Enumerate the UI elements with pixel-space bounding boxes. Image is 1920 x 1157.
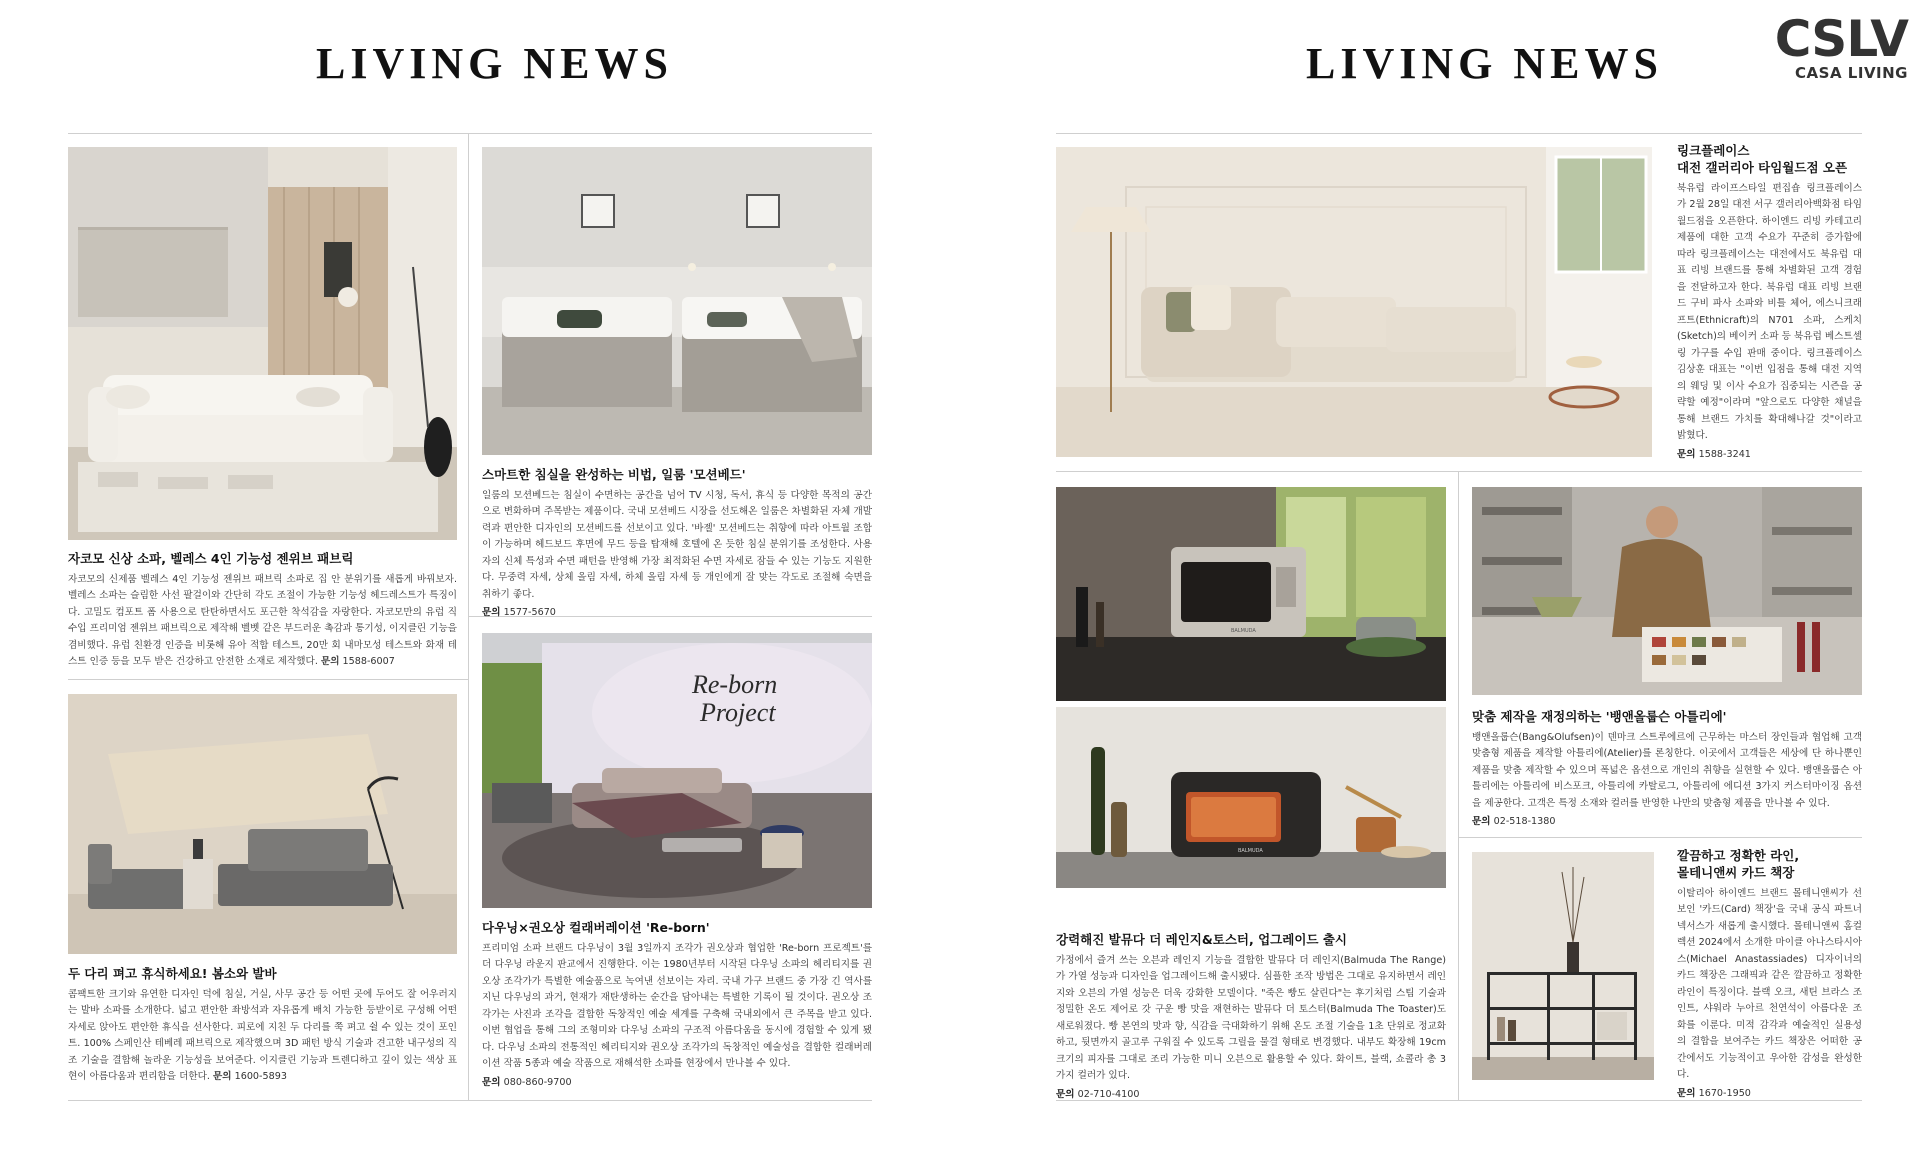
article-jakomo-body bbox=[68, 572, 457, 671]
article-ilum-contact-line bbox=[482, 604, 872, 618]
left-page-title: LIVING NEWS bbox=[316, 39, 673, 88]
article-ilum-contact: 1577-5670 bbox=[503, 607, 556, 619]
article-balmuda-contact-line bbox=[1056, 1086, 1446, 1100]
dawoon-reborn-photo bbox=[482, 633, 872, 908]
article-ilum-body: 일룸의 모션베드는 침실이 수면하는 공간을 넘어 TV 시청, 독서, 휴식 등 다양한 목적의 공간으로 변화하며 주목받는 제품이다. 국내 모션베드 시장을 선도해온 일룸은 차별화된 자체 개발력과 편안한 디자인의 모션베드를 선보이고 있다. '바젤' 모션베드는 취향에 따라 아트월 조합이 가능하며 헤드보드 후면에 무드 등을 탑재해 호텔에 온 듯한 침실 분위기를 조성한다. 사용자의 신체 특성과 수면 패턴을 반영해 가장 최적화된 수면 자세로 잠들 수 있는 기능도 지원한다. 무중력 자세, 상체 올림 자세, 하체 올림 자세 등 개인에게 잘 맞는 각도로 조절해 숙면을 취하기 좋다. bbox=[482, 489, 872, 600]
article-jakomo-contact: 1588-6007 bbox=[342, 656, 395, 668]
article-linkplace bbox=[1677, 143, 1862, 460]
linkplace-sofa-photo bbox=[1056, 147, 1652, 457]
balmuda-range-photo bbox=[1056, 487, 1446, 701]
article-molteni-contact-label: 문의 bbox=[1677, 1087, 1696, 1099]
article-balmuda-title: 강력해진 발뮤다 더 레인지&토스터, 업그레이드 출시 bbox=[1056, 932, 1347, 947]
article-dawoon bbox=[482, 920, 872, 1088]
left-bottom-rule bbox=[68, 1100, 872, 1101]
dawoon-sign-line-2: Project bbox=[700, 698, 776, 727]
article-dawoon-contact-line bbox=[482, 1074, 872, 1088]
article-bangolufsen-title: 맞춤 제작을 재정의하는 '뱅앤올룹슨 아틀리에' bbox=[1472, 709, 1727, 724]
article-balmuda bbox=[1056, 932, 1446, 1100]
article-bangolufsen bbox=[1472, 709, 1862, 827]
article-molteni-contact: 1670-1950 bbox=[1698, 1087, 1751, 1099]
balmuda-toaster-photo bbox=[1056, 707, 1446, 888]
brand-logo-text: CSLV bbox=[1774, 10, 1908, 68]
article-linkplace-contact-label: 문의 bbox=[1677, 448, 1696, 460]
right-row-divider-b bbox=[1458, 837, 1862, 838]
article-bomso-body bbox=[68, 987, 457, 1086]
article-bangolufsen-contact-label: 문의 bbox=[1472, 816, 1491, 828]
left-row-divider-a bbox=[68, 679, 468, 680]
article-balmuda-contact: 02-710-4100 bbox=[1077, 1088, 1140, 1100]
article-jakomo bbox=[68, 551, 457, 671]
article-ilum-contact-label: 문의 bbox=[482, 607, 501, 619]
bomso-sofa-photo bbox=[68, 694, 457, 954]
right-bottom-rule bbox=[1056, 1100, 1862, 1101]
article-dawoon-title: 다우닝×권오상 컬래버레이션 'Re-born' bbox=[482, 920, 710, 935]
article-bangolufsen-contact-line bbox=[1472, 813, 1862, 827]
article-bomso-contact: 1600-5893 bbox=[234, 1071, 287, 1083]
right-row-divider-a bbox=[1056, 471, 1862, 472]
article-jakomo-title: 자코모 신상 소파, 벨레스 4인 기능성 젠위브 패브릭 bbox=[68, 551, 354, 566]
jakomo-sofa-photo bbox=[68, 147, 457, 540]
article-bomso-title: 두 다리 펴고 휴식하세요! 봄소와 발바 bbox=[68, 966, 277, 981]
article-dawoon-contact: 080-860-9700 bbox=[503, 1076, 572, 1088]
article-linkplace-contact: 1588-3241 bbox=[1698, 448, 1751, 460]
article-balmuda-contact-label: 문의 bbox=[1056, 1088, 1075, 1100]
article-ilum bbox=[482, 467, 872, 618]
article-bomso bbox=[68, 966, 457, 1086]
left-top-rule bbox=[68, 133, 872, 134]
article-bomso-text: 콤팩트한 크기와 유연한 디자인 덕에 침실, 거실, 사무 공간 등 어떤 곳에 두어도 잘 어우러지는 발바 소파를 소개한다. 넓고 편안한 좌방석과 자유롭게 배치 가능한 등받이로 구성해 어떤 자세로 앉아도 편안한 휴식을 선사한다. 피로에 지친 두 다리를 쭉 펴고 쉴 수 있는 것이 포인트. 100% 스페인산 테베레 패브릭으로 제작했으며 3D 패턴 방식 기술과 견고한 내구성의 직조 기술을 결합해 놀라운 기능성을 보여준다. 이지클린 기능과 트렌디하고 깊이 있는 색상 표현이 아름다움과 편리함을 더한다. bbox=[68, 988, 457, 1083]
left-column-divider bbox=[468, 134, 469, 1100]
article-linkplace-body: 북유럽 라이프스타일 편집숍 링크플레이스가 2월 28일 대전 서구 갤러리아백화점 타임월드점을 오픈한다. 하이엔드 리빙 카테고리 제품에 대한 고객 수요가 꾸준히 증가함에 따라 링크플레이스는 대전에서도 북유럽 대표 리빙 브랜드를 통해 차별화된 고객 경험을 전달하고자 한다. 북유럽 대표 리빙 브랜드 구비 파사 소파와 비틀 체어, 에스니크래프트(Ethnicraft)의 N701 소파, 스케치(Sketch)의 베이커 소파 등 북유럽 베스트셀링 가구를 수입 판매 중이다. 링크플레이스 김상훈 대표는 "이번 입점을 통해 대전 지역의 웨딩 및 이사 수요가 집중되는 시즌을 공략할 예정"이라며 "앞으로도 다양한 채널을 통해 브랜드 가치를 확대해나갈 것"이라고 밝혔다. bbox=[1677, 182, 1862, 442]
article-dawoon-body: 프리미엄 소파 브랜드 다우닝이 3월 3일까지 조각가 권오상과 협업한 'Re-born 프로젝트'를 더 다우닝 라운지 판교에서 진행한다. 이는 1980년부터 시작된 다우닝 소파의 헤리티지를 권오상 조각가가 특별한 예술품으로 녹여낸 선보이는 자리. 국내 가구 브랜드 중 가장 긴 역사를 지닌 다우닝의 과거, 현재가 재탄생하는 순간을 담아내는 특별한 기록이 될 것이다. 권오상 조각가는 사진과 조각을 결합한 독창적인 예술 세계를 구축해 국내외에서 큰 주목을 받고 있다. 이번 협업을 통해 그의 조형미와 다우닝 소파의 구조적 아름다움을 동시에 경험할 수 있게 됐다. 다우닝 소파의 전통적인 헤리티지와 권오상 조각가의 독창적인 예술성을 결합한 컬래버레이션 작품 5종과 예술 작품으로 재해석한 소파를 현장에서 만나볼 수 있다. bbox=[482, 942, 872, 1070]
brand-logo-subtitle: CASA LIVING bbox=[1795, 64, 1908, 82]
balmuda-toaster-brand: BALMUDA bbox=[1238, 848, 1263, 854]
article-linkplace-title: 링크플레이스 대전 갤러리아 타임월드점 오픈 bbox=[1677, 143, 1848, 175]
article-molteni-contact-line bbox=[1677, 1085, 1862, 1099]
article-jakomo-text: 자코모의 신제품 벨레스 4인 기능성 젠위브 패브릭 소파로 집 안 분위기를 새롭게 바꿔보자. 벨레스 소파는 슬림한 사선 팔걸이와 간단히 각도 조절이 가능한 기능성 헤드레스트가 특징이다. 고밀도 컴포트 폼 사용으로 탄탄하면서도 포근한 착석감을 자랑한다. 자코모만의 유럽 직수입 프리미엄 젠위브 패브릭으로 제작해 벨벳 같은 부드러운 촉감과 통기성, 이지클린 기능을 겸비했다. 유럽 친환경 인증을 비롯해 유아 적합 테스트, 20만 회 내마모성 테스트와 화재 테스트 인증 등을 모두 받은 건강하고 안전한 소재로 제작했다. bbox=[68, 573, 457, 668]
article-balmuda-body: 가정에서 즐겨 쓰는 오븐과 레인지 기능을 결합한 발뮤다 더 레인지(Balmuda The Range)가 가열 성능과 디자인을 업그레이드해 출시됐다. 심플한 조작 방법은 그대로 유지하면서 레인지와 오븐의 가열 성능은 더욱 강화한 모델이다. "죽은 빵도 살린다"는 후기처럼 스팀 기술과 정밀한 온도 제어로 갓 구운 빵 맛을 재현하는 발뮤다 더 토스터(Balmuda The Toaster)도 새로워졌다. 빵 본연의 맛과 향, 식감을 극대화하기 위해 온도 조절 기술을 1초 단위로 정교화하고, 뒷면까지 골고루 구워질 수 있도록 그릴을 물결 형태로 변경했다. 내부도 확장해 19cm 크기의 피자를 그대로 조리 가능한 미니 오븐으로 활용할 수 있다. 화이트, 블랙, 쇼콜라 총 3가지 컬러가 있다. bbox=[1056, 954, 1446, 1082]
article-linkplace-contact-line bbox=[1677, 446, 1862, 460]
article-molteni bbox=[1677, 848, 1862, 1099]
article-molteni-body: 이탈리아 하이엔드 브랜드 몰테니앤씨가 선보인 '카드(Card) 책장'을 국내 공식 파트너 넥서스가 새롭게 출시했다. 몰테니앤씨 홈컬렉션 2024에서 소개한 마이클 아나스타시아스(Michael Anastassiades) 디자이너의 카드 책장은 그래픽과 같은 깔끔하고 정확한 라인이 특징이다. 블랙 오크, 새틴 브라스 조인트, 샤워라 누아르 천연석이 아름다운 조화를 이룬다. 미적 감각과 예술적인 실용성의 결합을 보여주는 카드 책장은 어떠한 공간에서도 기능적이고 우아한 감성을 완성한다. bbox=[1677, 887, 1862, 1081]
right-top-rule bbox=[1056, 133, 1862, 134]
molteni-bookcase-photo bbox=[1472, 852, 1654, 1080]
article-bomso-contact-label: 문의 bbox=[213, 1071, 232, 1083]
article-ilum-title: 스마트한 침실을 완성하는 비법, 일룸 '모션베드' bbox=[482, 467, 746, 482]
ilum-bed-photo bbox=[482, 147, 872, 455]
article-jakomo-contact-label: 문의 bbox=[320, 656, 340, 668]
article-molteni-title: 깔끔하고 정확한 라인, 몰테니앤씨 카드 책장 bbox=[1677, 848, 1800, 880]
right-column-divider bbox=[1458, 472, 1459, 1100]
article-bangolufsen-contact: 02-518-1380 bbox=[1493, 816, 1556, 828]
right-page-title: LIVING NEWS bbox=[1306, 39, 1663, 88]
balmuda-range-brand: BALMUDA bbox=[1231, 628, 1256, 634]
brand-logo bbox=[1774, 10, 1908, 82]
bangolufsen-atelier-photo bbox=[1472, 487, 1862, 695]
article-dawoon-contact-label: 문의 bbox=[482, 1076, 501, 1088]
article-bangolufsen-body: 뱅앤올룹슨(Bang&Olufsen)이 덴마크 스트루에르에 근무하는 마스터 장인들과 협업해 고객 맞춤형 제품을 제작할 아틀리에(Atelier)를 론칭한다. 이곳에서 고객들은 세상에 단 하나뿐인 제품을 맞춤 제작할 수 있으며 폭넓은 옵션으로 개인의 취향을 실현할 수 있다. 뱅앤올룹슨 아틀리에는 아틀리에 비스포크, 아틀리에 카탈로그, 아틀리에 에디션 3가지 커스터마이징 옵션을 제공한다. 고객은 특정 소재와 컬러를 반영한 나만의 맞춤형 제품을 만나볼 수 있다. bbox=[1472, 731, 1862, 809]
dawoon-sign-line-1: Re-born bbox=[692, 670, 778, 699]
